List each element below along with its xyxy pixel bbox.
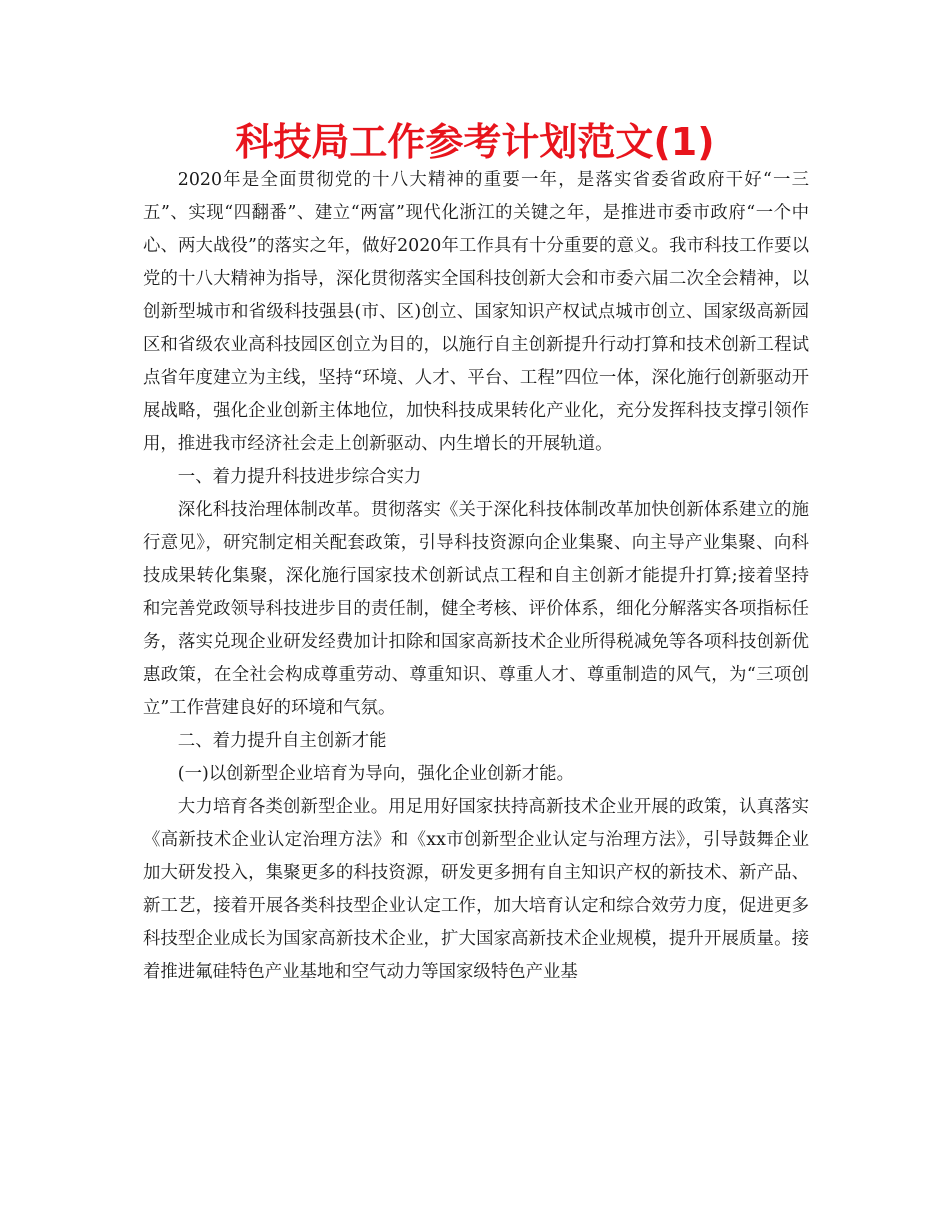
paragraph-intro: 2020年是全面贯彻党的十八大精神的重要一年，是落实省委省政府干好“一三五”、实现“四翻番”、建立“两富”现代化浙江的关键之年，是推进市委市政府“一个中心、两大战役”的落实之年，做好2020年工作具有十分重要的意义。我市科技工作要以党的十八大精神为指导，深化贯彻落实全国科技创新大会和市委六届二次全会精神，以创新型城市和省级科技强县(市、区)创立、国家知识产权试点城市创立、国家级高新园区和省级农业高科技园区创立为目的，以施行自主创新提升行动打算和技术创新工程试点省年度建立为主线，坚持“环境、人才、平台、工程”四位一体，深化施行创新驱动开展战略，强化企业创新主体地位，加快科技成果转化产业化，充分发挥科技支撑引领作用，推进我市经济社会走上创新驱动、内生增长的开展轨道。 — [143, 170, 809, 454]
document-title: 科技局工作参考计划范文(1) — [235, 120, 715, 164]
paragraph-enterprise: 大力培育各类创新型企业。用足用好国家扶持高新技术企业开展的政策，认真落实《高新技术企业认定治理方法》和《xx市创新型企业认定与治理方法》，引导鼓舞企业加大研发投入，集聚更多的科技资源，研发更多拥有自主知识产权的新技术、新产品、新工艺，接着开展各类科技型企业认定工作，加大培育认定和综合效劳力度，促进更多科技型企业成长为国家高新技术企业，扩大国家高新技术企业规模，提升开展质量。接着推进氟硅特色产业基地和空气动力等国家级特色产业基 — [143, 797, 809, 982]
section-heading-2: 二、着力提升自主创新才能 — [177, 731, 387, 751]
subsection-heading-1: (一)以创新型企业培育为导向，强化企业创新才能。 — [177, 764, 574, 784]
document-body — [143, 164, 809, 989]
paragraph-reform: 深化科技治理体制改革。贯彻落实《关于深化科技体制改革加快创新体系建立的施行意见》，研究制定相关配套政策，引导科技资源向企业集聚、向主导产业集聚、向科技成果转化集聚，深化施行国家技术创新试点工程和自主创新才能提升打算;接着坚持和完善党政领导科技进步目的责任制，健全考核、评价体系，细化分解落实各项指标任务，落实兑现企业研发经费加计扣除和国家高新技术企业所得税减免等各项科技创新优惠政策，在全社会构成尊重劳动、尊重知识、尊重人才、尊重制造的风气，为“三项创立”工作营建良好的环境和气氛。 — [143, 500, 809, 718]
section-heading-1: 一、着力提升科技进步综合实力 — [177, 467, 422, 487]
